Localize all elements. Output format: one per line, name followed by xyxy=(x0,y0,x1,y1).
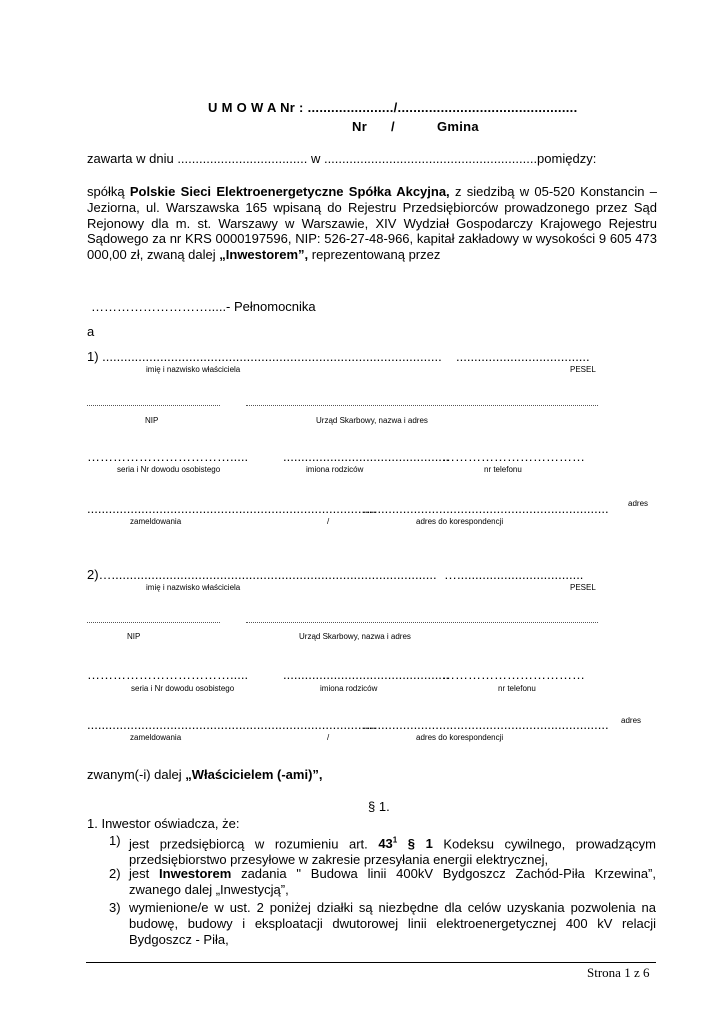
owner2-parents-line: .............................................. xyxy=(283,667,450,682)
item2-investor: Inwestorem xyxy=(159,866,232,881)
owner2-nip-line xyxy=(87,622,220,623)
owner2-label-name: imię i nazwisko właściciela xyxy=(146,583,241,592)
section-heading: § 1. xyxy=(368,799,390,814)
item3-number: 3) xyxy=(109,900,121,915)
owner1-label-pesel: PESEL xyxy=(570,365,596,374)
investor-term: „Inwestorem”, xyxy=(219,247,309,263)
footer-rule xyxy=(86,962,656,963)
title-gmina: Gmina xyxy=(437,119,479,134)
owner1-label-zameldowania: zameldowania xyxy=(130,517,182,526)
owner1-correspondence-address-line: .................................................................... xyxy=(363,501,609,516)
owner2-label-koresp: adres do korespondencji xyxy=(416,733,504,742)
company-prefix: spółką xyxy=(87,184,130,199)
owner2-label-adres: adres xyxy=(621,716,642,725)
owner1-parents-line: .............................................. xyxy=(283,449,450,464)
owner2-label-us: Urząd Skarbowy, nazwa i adres xyxy=(299,632,411,641)
owner1-label-adres: adres xyxy=(628,499,649,508)
owner2-label-id: seria i Nr dowodu osobistego xyxy=(131,684,235,693)
owner1-name-line: 1) .............................................................................................. xyxy=(87,349,442,364)
attorney-line: ……………………….....- Pełnomocnika xyxy=(91,299,316,314)
owner2-label-parents: imiona rodziców xyxy=(320,684,378,693)
owner2-us-line xyxy=(246,622,598,623)
conjunction-a: a xyxy=(87,324,95,339)
owner1-label-name: imię i nazwisko właściciela xyxy=(146,365,241,374)
title-nr: Nr xyxy=(352,119,368,134)
page-number: Strona 1 z 6 xyxy=(587,965,650,980)
owner1-label-id: seria i Nr dowodu osobistego xyxy=(117,465,221,474)
owner2-label-slash: / xyxy=(327,733,330,742)
owner1-registered-address-line: ................................................................................ xyxy=(87,501,376,516)
item3-text: wymienione/e w ust. 2 poniżej działki są niezbędne dla celów uzyskania pozwolenia na budowę, budowy i eksploatacji dwutorowej linii elektroenergetycznej 400 kV relacji Bydgoszcz - Piła, xyxy=(129,900,656,947)
owner1-label-nip: NIP xyxy=(145,416,159,425)
owner2-label-nip: NIP xyxy=(127,632,141,641)
owner2-correspondence-address-line: .................................................................... xyxy=(363,717,609,732)
owner2-id-line: ……………………………..... xyxy=(87,667,249,682)
title-slash: / xyxy=(391,119,395,134)
company-body: z siedzibą w 05-520 Konstancin –Jeziorna, ul. Warszawska 165 wpisaną do Rejestru Przedsiębiorców prowadzonego przez Sąd Rejonowy dla m. st. Warszawy w Warszawie, XIV Wydział Gospodarczy Krajowego Rejestru Sądowego za nr KRS 0000197596, NIP: 526-27-48-966, kapitał zakładowy w wysokości 9 605 473 000,00 zł, zwaną dalej xyxy=(87,184,657,263)
owner2-label-zameldowania: zameldowania xyxy=(130,733,182,742)
item1-text: jest przedsiębiorcą w rozumieniu art. $43^1$ § 1 Kodeksu cywilnego, prowadzącym przedsiębiorstwo przesyłowe w zakresie przesyłania energii elektrycznej, xyxy=(129,836,656,868)
owner1-label-us: Urząd Skarbowy, nazwa i adres xyxy=(316,416,428,425)
owner-definition-prefix: zwanym(-i) dalej xyxy=(87,767,186,782)
item1-article: $43^1$ § 1 xyxy=(378,836,433,852)
owner-term: „Właścicielem (-ami)”, xyxy=(185,767,323,782)
owner2-label-pesel: PESEL xyxy=(570,583,596,592)
owner1-phone-line: …………………………… xyxy=(442,449,585,464)
owner2-pesel-line: …................................... xyxy=(444,567,584,582)
company-paragraph xyxy=(87,184,657,263)
item2-text: jest Inwestorem zadania " Budowa linii 400kV Bydgoszcz Zachód-Piła Krzewina”, zwanego dalej „Inwestycją”, xyxy=(129,866,657,897)
owner1-label-phone: nr telefonu xyxy=(484,465,522,474)
company-name: Polskie Sieci Elektroenergetyczne Spółka Akcyjna, xyxy=(129,184,450,199)
item2-number: 2) xyxy=(109,866,121,881)
owner1-label-parents: imiona rodziców xyxy=(306,465,364,474)
owner1-label-koresp: adres do korespondencji xyxy=(416,517,504,526)
contract-date-place: zawarta w dniu .................................... w ...........................................................pomiędzy: xyxy=(87,151,597,166)
owner1-us-line xyxy=(246,405,598,406)
owner2-name-line: 2)….......................................................................................... xyxy=(87,567,437,582)
section-intro: 1. Inwestor oświadcza, że: xyxy=(87,816,240,831)
owner-definition xyxy=(87,767,323,782)
owner1-nip-line xyxy=(87,405,220,406)
owner1-label-slash: / xyxy=(327,517,330,526)
contract-title: U M O W A Nr : ....................../.............................................. xyxy=(208,100,578,115)
owner1-id-line: ……………………………..... xyxy=(87,449,249,464)
owner2-registered-address-line: ................................................................................ xyxy=(87,717,376,732)
owner1-pesel-line: ..................................... xyxy=(456,349,590,364)
owner2-phone-line: …………………………… xyxy=(442,667,585,682)
item1-number: 1) xyxy=(109,833,121,848)
company-suffix: reprezentowaną przez xyxy=(308,247,441,263)
owner2-label-phone: nr telefonu xyxy=(498,684,536,693)
